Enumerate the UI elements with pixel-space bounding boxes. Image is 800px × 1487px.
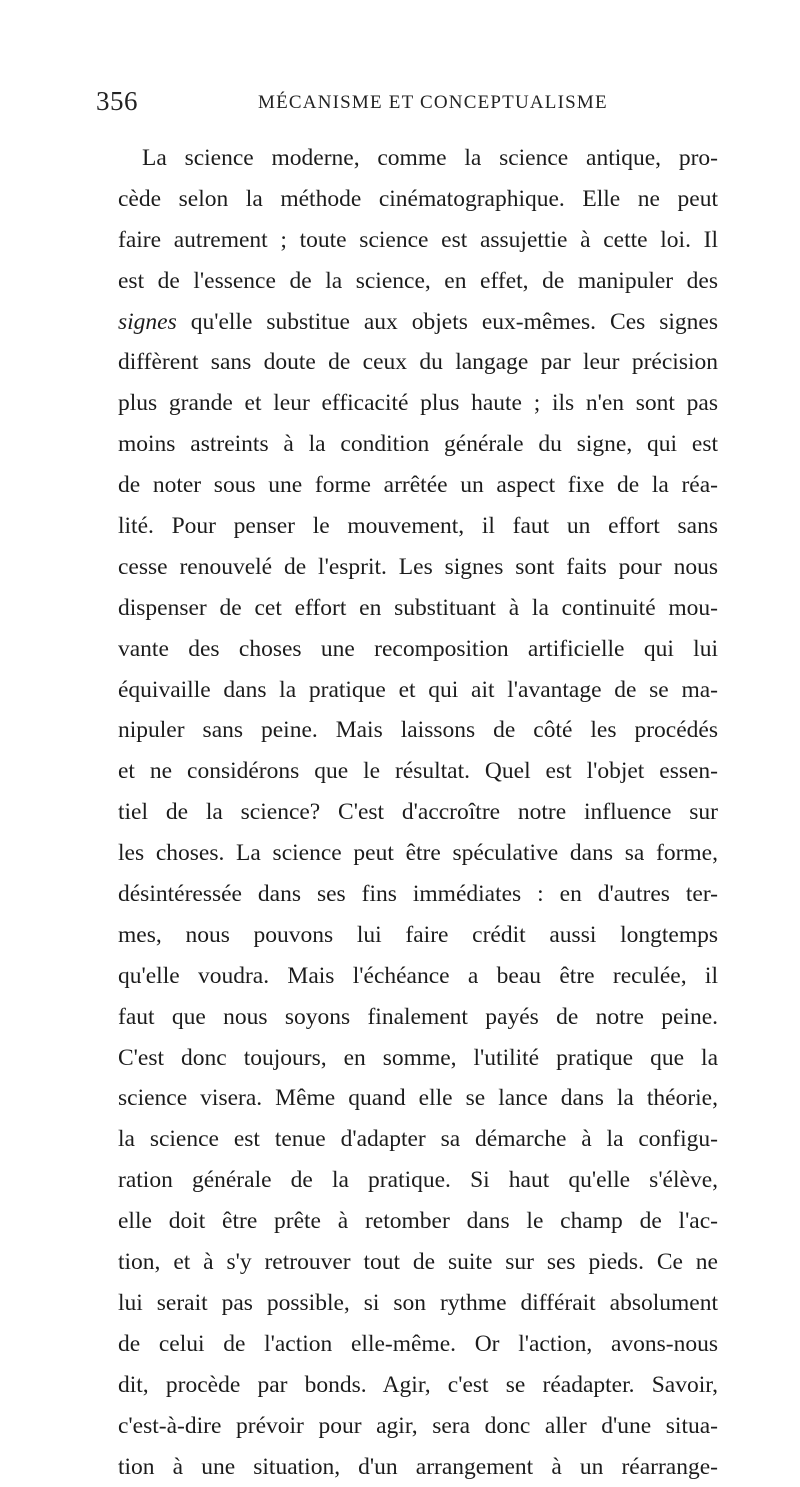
text-line: c'est-à-dire prévoir pour agir, sera donc aller d'une situa- [118, 1406, 718, 1447]
text-line: qu'elle voudra. Mais l'échéance a beau être reculée, il [118, 956, 718, 997]
text-line: ration générale de la pratique. Si haut qu'elle s'élève, [118, 1160, 718, 1201]
text-line: tion à une situation, d'un arrangement à un réarrange- [118, 1447, 718, 1487]
page-header [96, 86, 716, 120]
text-line: moins astreints à la condition générale du signe, qui est [118, 424, 718, 465]
text-line: tion, et à s'y retrouver tout de suite sur ses pieds. Ce ne [118, 1242, 718, 1283]
text-line: plus grande et leur efficacité plus haute ; ils n'en sont pas [118, 383, 718, 424]
text-line: de celui de l'action elle-même. Or l'action, avons-nous [118, 1324, 718, 1365]
text-line: vante des choses une recomposition artificielle qui lui [118, 629, 718, 670]
text-line: faut que nous soyons finalement payés de notre peine. [118, 997, 718, 1038]
running-title: MÉCANISME ET CONCEPTUALISME [258, 92, 608, 114]
italic-word: signes [118, 309, 177, 335]
text-line: diffèrent sans doute de ceux du langage par leur précision [118, 342, 718, 383]
text-line: tiel de la science? C'est d'accroître notre influence sur [118, 792, 718, 833]
text-line: C'est donc toujours, en somme, l'utilité pratique que la [118, 1038, 718, 1079]
text-line: cesse renouvelé de l'esprit. Les signes sont faits pour nous [118, 547, 718, 588]
text-line: la science est tenue d'adapter sa démarche à la configu- [118, 1119, 718, 1160]
page-number: 356 [96, 86, 138, 117]
text-line [118, 302, 718, 343]
text-line: cède selon la méthode cinématographique. Elle ne peut [118, 179, 718, 220]
text-line: dispenser de cet effort en substituant à la continuité mou- [118, 588, 718, 629]
text-line: de noter sous une forme arrêtée un aspect fixe de la réa- [118, 465, 718, 506]
text-line: elle doit être prête à retomber dans le champ de l'ac- [118, 1201, 718, 1242]
text-line-rest: qu'elle substitue aux objets eux-mêmes. Ces signes [177, 309, 718, 335]
text-line: est de l'essence de la science, en effet, de manipuler des [118, 261, 718, 302]
text-line: et ne considérons que le résultat. Quel est l'objet essen- [118, 751, 718, 792]
text-line: mes, nous pouvons lui faire crédit aussi longtemps [118, 915, 718, 956]
text-line: lité. Pour penser le mouvement, il faut un effort sans [118, 506, 718, 547]
text-line: dit, procède par bonds. Agir, c'est se réadapter. Savoir, [118, 1365, 718, 1406]
text-line: désintéressée dans ses fins immédiates : en d'autres ter- [118, 874, 718, 915]
text-line: équivaille dans la pratique et qui ait l'avantage de se ma- [118, 670, 718, 711]
text-line: La science moderne, comme la science antique, pro- [118, 138, 718, 179]
text-line: les choses. La science peut être spéculative dans sa forme, [118, 833, 718, 874]
text-line: faire autrement ; toute science est assujettie à cette loi. Il [118, 220, 718, 261]
text-line: science visera. Même quand elle se lance dans la théorie, [118, 1078, 718, 1119]
body-paragraph [118, 138, 718, 1487]
text-line: lui serait pas possible, si son rythme différait absolument [118, 1283, 718, 1324]
text-line: nipuler sans peine. Mais laissons de côté les procédés [118, 710, 718, 751]
